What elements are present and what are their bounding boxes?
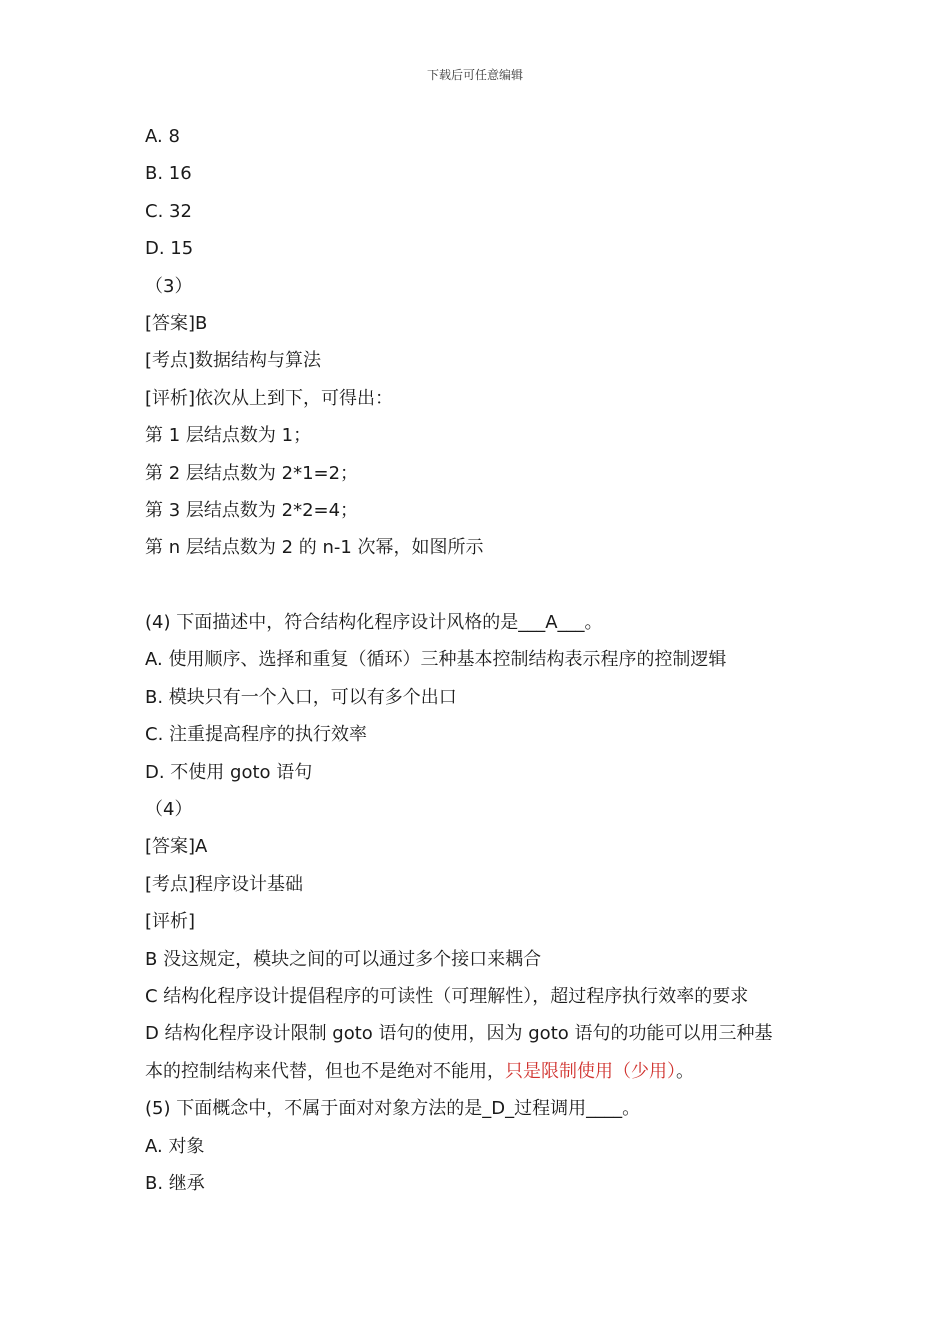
analysis-detail: B 没这规定，模块之间的可以通过多个接口来耦合	[145, 948, 542, 970]
analysis-detail	[145, 1053, 825, 1090]
analysis-detail: 第 n 层结点数为 2 的 n-1 次幂，如图所示	[145, 537, 484, 559]
option-d: D. 不使用 goto 语句	[145, 761, 313, 783]
option-b: B. 16	[145, 163, 192, 185]
document-body	[145, 118, 825, 1202]
option-b: B. 模块只有一个入口，可以有多个出口	[145, 686, 457, 708]
option-a: A. 8	[145, 126, 180, 147]
analysis-line: [评析]依次从上到下，可得出：	[145, 387, 394, 409]
analysis-text: 本的控制结构来代替，但也不是绝对不能用，	[145, 1060, 505, 1082]
analysis-detail: 第 2 层结点数为 2*1=2；	[145, 462, 359, 484]
analysis-punctuation: 。	[676, 1060, 694, 1082]
page-header: 下载后可任意编辑	[426, 68, 523, 82]
topic-line: [考点]数据结构与算法	[145, 350, 322, 372]
option-a: A. 对象	[145, 1135, 205, 1157]
analysis-line: [评析]	[145, 911, 196, 933]
question-stem: (5) 下面概念中，不属于面对对象方法的是_D_过程调用____。	[145, 1098, 641, 1120]
highlighted-text: 只是限制使用（少用）	[505, 1060, 676, 1082]
topic-line: [考点]程序设计基础	[145, 873, 304, 895]
question-stem: (4) 下面描述中，符合结构化程序设计风格的是___A___。	[145, 612, 603, 634]
option-a: A. 使用顺序、选择和重复（循环）三种基本控制结构表示程序的控制逻辑	[145, 649, 727, 671]
option-d: D. 15	[145, 238, 194, 260]
analysis-detail: 第 3 层结点数为 2*2=4；	[145, 499, 359, 521]
analysis-detail: 第 1 层结点数为 1；	[145, 425, 312, 447]
answer-line: [答案]A	[145, 836, 208, 858]
question-number: （3）	[145, 275, 193, 297]
analysis-detail: D 结构化程序设计限制 goto 语句的使用，因为 goto 语句的功能可以用三种基	[145, 1023, 773, 1045]
option-c: C. 注重提高程序的执行效率	[145, 724, 368, 746]
option-c: C. 32	[145, 200, 192, 222]
question-number: （4）	[145, 799, 193, 821]
option-b: B. 继承	[145, 1172, 205, 1194]
answer-line: [答案]B	[145, 312, 208, 334]
analysis-detail: C 结构化程序设计提倡程序的可读性（可理解性），超过程序执行效率的要求	[145, 985, 749, 1007]
blank-line	[145, 567, 825, 604]
